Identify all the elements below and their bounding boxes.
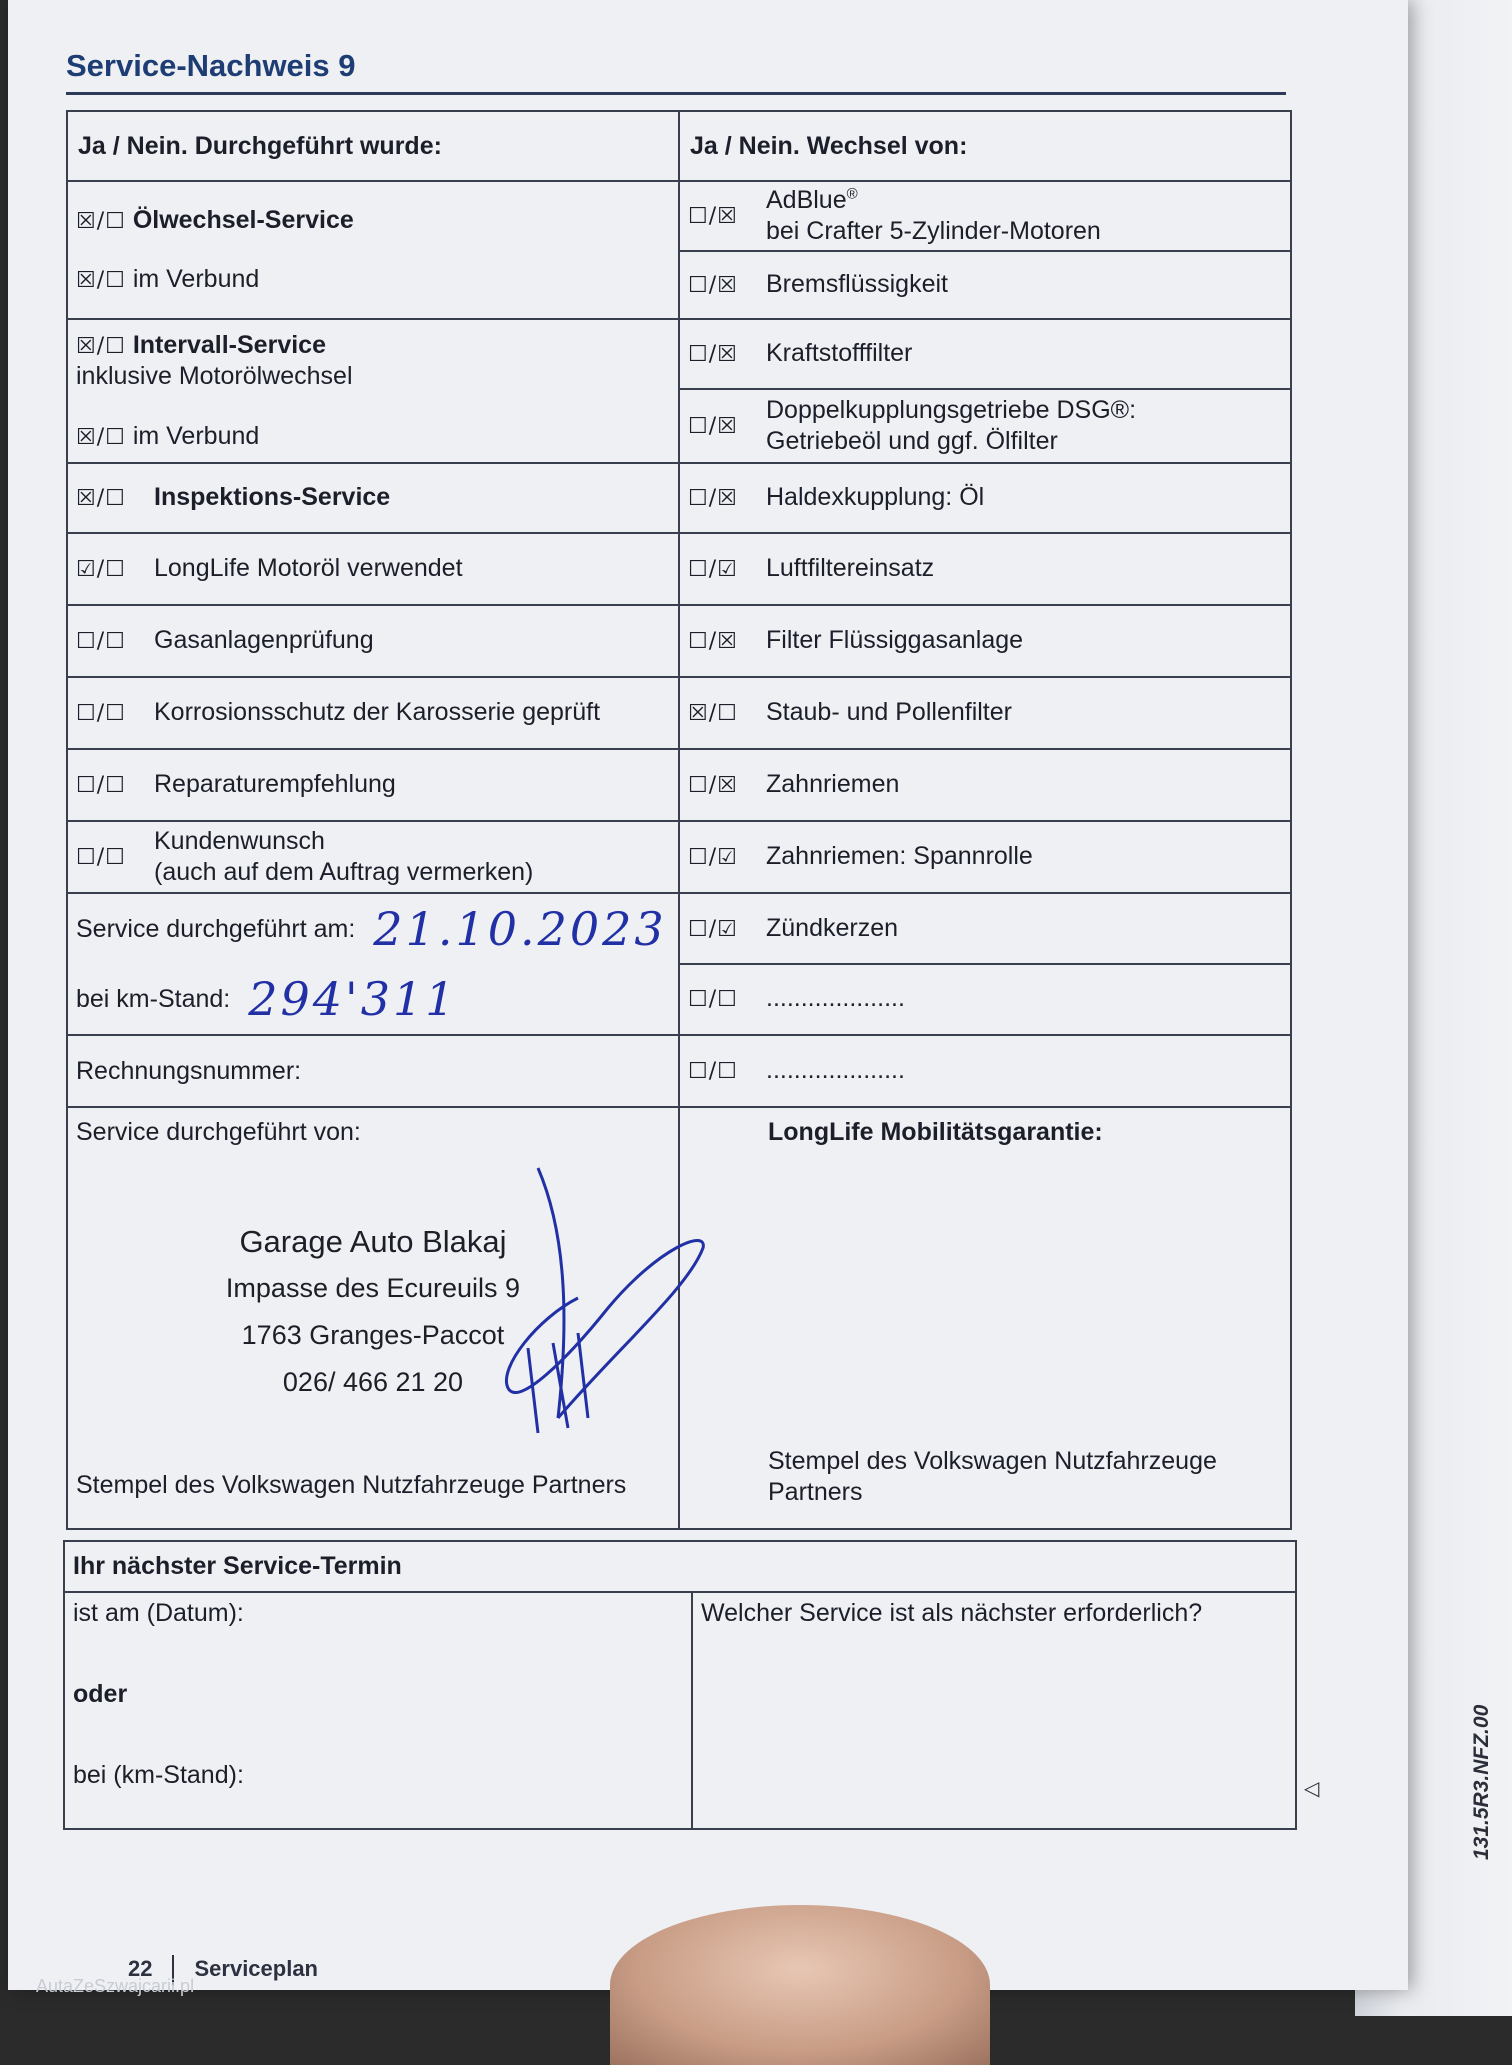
blank-line[interactable]: .................... bbox=[766, 984, 905, 1013]
checkbox-pair[interactable]: ☐/☒ bbox=[688, 772, 738, 798]
right-header: Ja / Nein. Wechsel von: bbox=[679, 111, 1291, 181]
thumb bbox=[610, 1905, 990, 2065]
right-item-7[interactable] bbox=[679, 677, 1291, 749]
item-label: Bremsflüssigkeit bbox=[766, 270, 948, 299]
item-label: Haldexkupplung: Öl bbox=[766, 483, 985, 512]
checkbox-pair[interactable]: ☒/☐ bbox=[76, 208, 126, 234]
stamp-caption-left: Stempel des Volkswagen Nutzfahrzeuge Partners bbox=[76, 1471, 627, 1499]
item-label: im Verbund bbox=[132, 265, 260, 293]
checkbox-pair[interactable]: ☐/☒ bbox=[688, 203, 738, 229]
stamp-city: 1763 Granges-Paccot bbox=[241, 1320, 505, 1350]
checkbox-pair[interactable]: ☑/☐ bbox=[76, 556, 126, 582]
item-label: Gasanlagenprüfung bbox=[154, 626, 374, 655]
item-label: AdBlue® bei Crafter 5-Zylinder-Motoren bbox=[766, 185, 1101, 245]
right-item-5[interactable] bbox=[679, 533, 1291, 605]
stamp-phone: 026/ 466 21 20 bbox=[282, 1367, 464, 1397]
item-label: Korrosionsschutz der Karosserie geprüft bbox=[154, 698, 601, 727]
right-item-8[interactable] bbox=[679, 749, 1291, 821]
next-service-table bbox=[63, 1540, 1297, 1830]
right-item-0[interactable] bbox=[679, 181, 1291, 251]
footer-section: Serviceplan bbox=[194, 1955, 318, 1981]
item-label: Filter Flüssiggasanlage bbox=[766, 626, 1024, 655]
right-item-6[interactable] bbox=[679, 605, 1291, 677]
left-item-0-sub[interactable] bbox=[68, 246, 678, 305]
next-service-question: Welcher Service ist als nächster erforderlich? bbox=[701, 1599, 1203, 1627]
performed-by-label: Service durchgeführt von: bbox=[76, 1118, 361, 1146]
right-item-9[interactable] bbox=[679, 821, 1291, 893]
item-label: Luftfiltereinsatz bbox=[766, 554, 935, 583]
item-label: Zündkerzen bbox=[766, 914, 899, 943]
right-item-4[interactable] bbox=[679, 463, 1291, 533]
checkbox-pair[interactable]: ☐/☐ bbox=[688, 986, 738, 1012]
next-service-header: Ihr nächster Service-Termin bbox=[64, 1541, 1296, 1592]
checkbox-pair[interactable]: ☐/☒ bbox=[688, 628, 738, 654]
checkbox-pair[interactable]: ☐/☐ bbox=[76, 628, 126, 654]
right-item-3[interactable] bbox=[679, 389, 1291, 463]
guarantee-cell bbox=[679, 1107, 1291, 1529]
right-item-2[interactable] bbox=[679, 319, 1291, 389]
checkbox-pair[interactable]: ☒/☐ bbox=[76, 485, 126, 511]
service-date-km-cell bbox=[67, 893, 679, 1035]
checkbox-pair[interactable]: ☐/☒ bbox=[688, 272, 738, 298]
checkbox-pair[interactable]: ☐/☐ bbox=[76, 700, 126, 726]
km-value[interactable]: 294'311 bbox=[248, 972, 458, 1026]
invoice-cell[interactable] bbox=[67, 1035, 679, 1107]
right-item-1[interactable] bbox=[679, 251, 1291, 319]
or-label: oder bbox=[73, 1680, 128, 1708]
triangle-icon: ◁ bbox=[1304, 1778, 1320, 1800]
guarantee-label: LongLife Mobilitätsgarantie: bbox=[768, 1118, 1103, 1146]
item-label: Staub- und Pollenfilter bbox=[766, 698, 1012, 727]
blank-line[interactable]: .................... bbox=[766, 1056, 905, 1085]
checkbox-pair[interactable]: ☐/☐ bbox=[688, 1058, 738, 1084]
left-header: Ja / Nein. Durchgeführt wurde: bbox=[67, 111, 679, 181]
service-date-field[interactable] bbox=[68, 894, 678, 964]
km-label: bei km-Stand: bbox=[76, 984, 231, 1013]
checkbox-pair[interactable]: ☐/☑ bbox=[688, 556, 738, 582]
next-date-km-cell bbox=[64, 1592, 692, 1829]
left-item-5[interactable] bbox=[67, 677, 679, 749]
item-label: Ölwechsel-Service bbox=[132, 205, 354, 234]
left-item-7[interactable] bbox=[67, 821, 679, 893]
page-title: Service-Nachweis 9 bbox=[66, 48, 356, 83]
item-label: Reparaturempfehlung bbox=[154, 770, 396, 799]
left-item-0[interactable] bbox=[68, 195, 678, 246]
dealer-stamp-cell bbox=[67, 1107, 679, 1529]
checkbox-pair[interactable]: ☐/☑ bbox=[688, 844, 738, 870]
checkbox-pair[interactable]: ☐/☐ bbox=[76, 844, 126, 870]
stamp-name: Garage Auto Blakaj bbox=[239, 1224, 507, 1259]
watermark: AutaZeSzwajcarii.pl bbox=[36, 1976, 195, 1996]
item-label: Doppelkupplungsgetriebe DSG®: Getriebeöl und ggf. Ölfilter bbox=[766, 395, 1137, 455]
extra-items-cell bbox=[679, 893, 1291, 1035]
service-date-label: Service durchgeführt am: bbox=[76, 914, 356, 943]
checkbox-pair[interactable]: ☐/☐ bbox=[76, 772, 126, 798]
item-label: LongLife Motoröl verwendet bbox=[154, 554, 463, 583]
invoice-label: Rechnungsnummer: bbox=[76, 1056, 302, 1085]
checkbox-pair[interactable]: ☒/☐ bbox=[76, 268, 126, 293]
next-km-label[interactable]: bei (km-Stand): bbox=[73, 1761, 244, 1789]
item-label: Intervall-Service inklusive Motorölwechsel bbox=[76, 331, 353, 391]
item-label: Kraftstofffilter bbox=[766, 339, 913, 368]
interval-service-cell bbox=[67, 319, 679, 463]
booklet-page bbox=[8, 0, 1408, 1996]
checkbox-pair[interactable]: ☒/☐ bbox=[688, 700, 738, 726]
left-item-6[interactable] bbox=[67, 749, 679, 821]
stamp-caption-right: Stempel des Volkswagen Nutzfahrzeuge Partners bbox=[768, 1446, 1217, 1506]
left-item-1-sub[interactable] bbox=[68, 403, 678, 462]
checkbox-pair[interactable]: ☐/☒ bbox=[688, 485, 738, 511]
next-date-label[interactable]: ist am (Datum): bbox=[73, 1599, 244, 1627]
checkbox-pair[interactable]: ☒/☐ bbox=[76, 334, 126, 360]
side-code: 131.5R3.NFZ.00 bbox=[1470, 1704, 1493, 1860]
checkbox-pair[interactable]: ☐/☒ bbox=[688, 341, 738, 367]
item-label: Kundenwunsch (auch auf dem Auftrag vermerken) bbox=[154, 826, 534, 886]
left-item-4[interactable] bbox=[67, 605, 679, 677]
item-label: Zahnriemen bbox=[766, 770, 900, 799]
left-item-3[interactable] bbox=[67, 533, 679, 605]
page-number: 22 bbox=[128, 1955, 153, 1981]
checkbox-pair[interactable]: ☐/☒ bbox=[688, 413, 738, 439]
km-field[interactable] bbox=[68, 964, 678, 1034]
next-service-question-cell[interactable] bbox=[692, 1592, 1296, 1829]
service-date-value[interactable]: 21.10.2023 bbox=[373, 902, 667, 956]
checkbox-pair[interactable]: ☒/☐ bbox=[76, 424, 126, 450]
stamp-street: Impasse des Ecureuils 9 bbox=[225, 1273, 521, 1303]
item-label: Inspektions-Service bbox=[154, 483, 391, 512]
item-label: Zahnriemen: Spannrolle bbox=[766, 842, 1033, 871]
checkbox-pair[interactable]: ☐/☑ bbox=[688, 916, 738, 942]
left-item-1[interactable] bbox=[68, 320, 678, 403]
title-rule bbox=[66, 92, 1286, 95]
oil-service-cell bbox=[67, 181, 679, 319]
right-item-10[interactable] bbox=[680, 895, 1290, 965]
right-item-11[interactable] bbox=[680, 965, 1290, 1033]
service-table bbox=[66, 110, 1292, 1530]
right-item-12[interactable] bbox=[679, 1035, 1291, 1107]
left-item-2[interactable] bbox=[67, 463, 679, 533]
item-label: im Verbund bbox=[132, 421, 260, 450]
